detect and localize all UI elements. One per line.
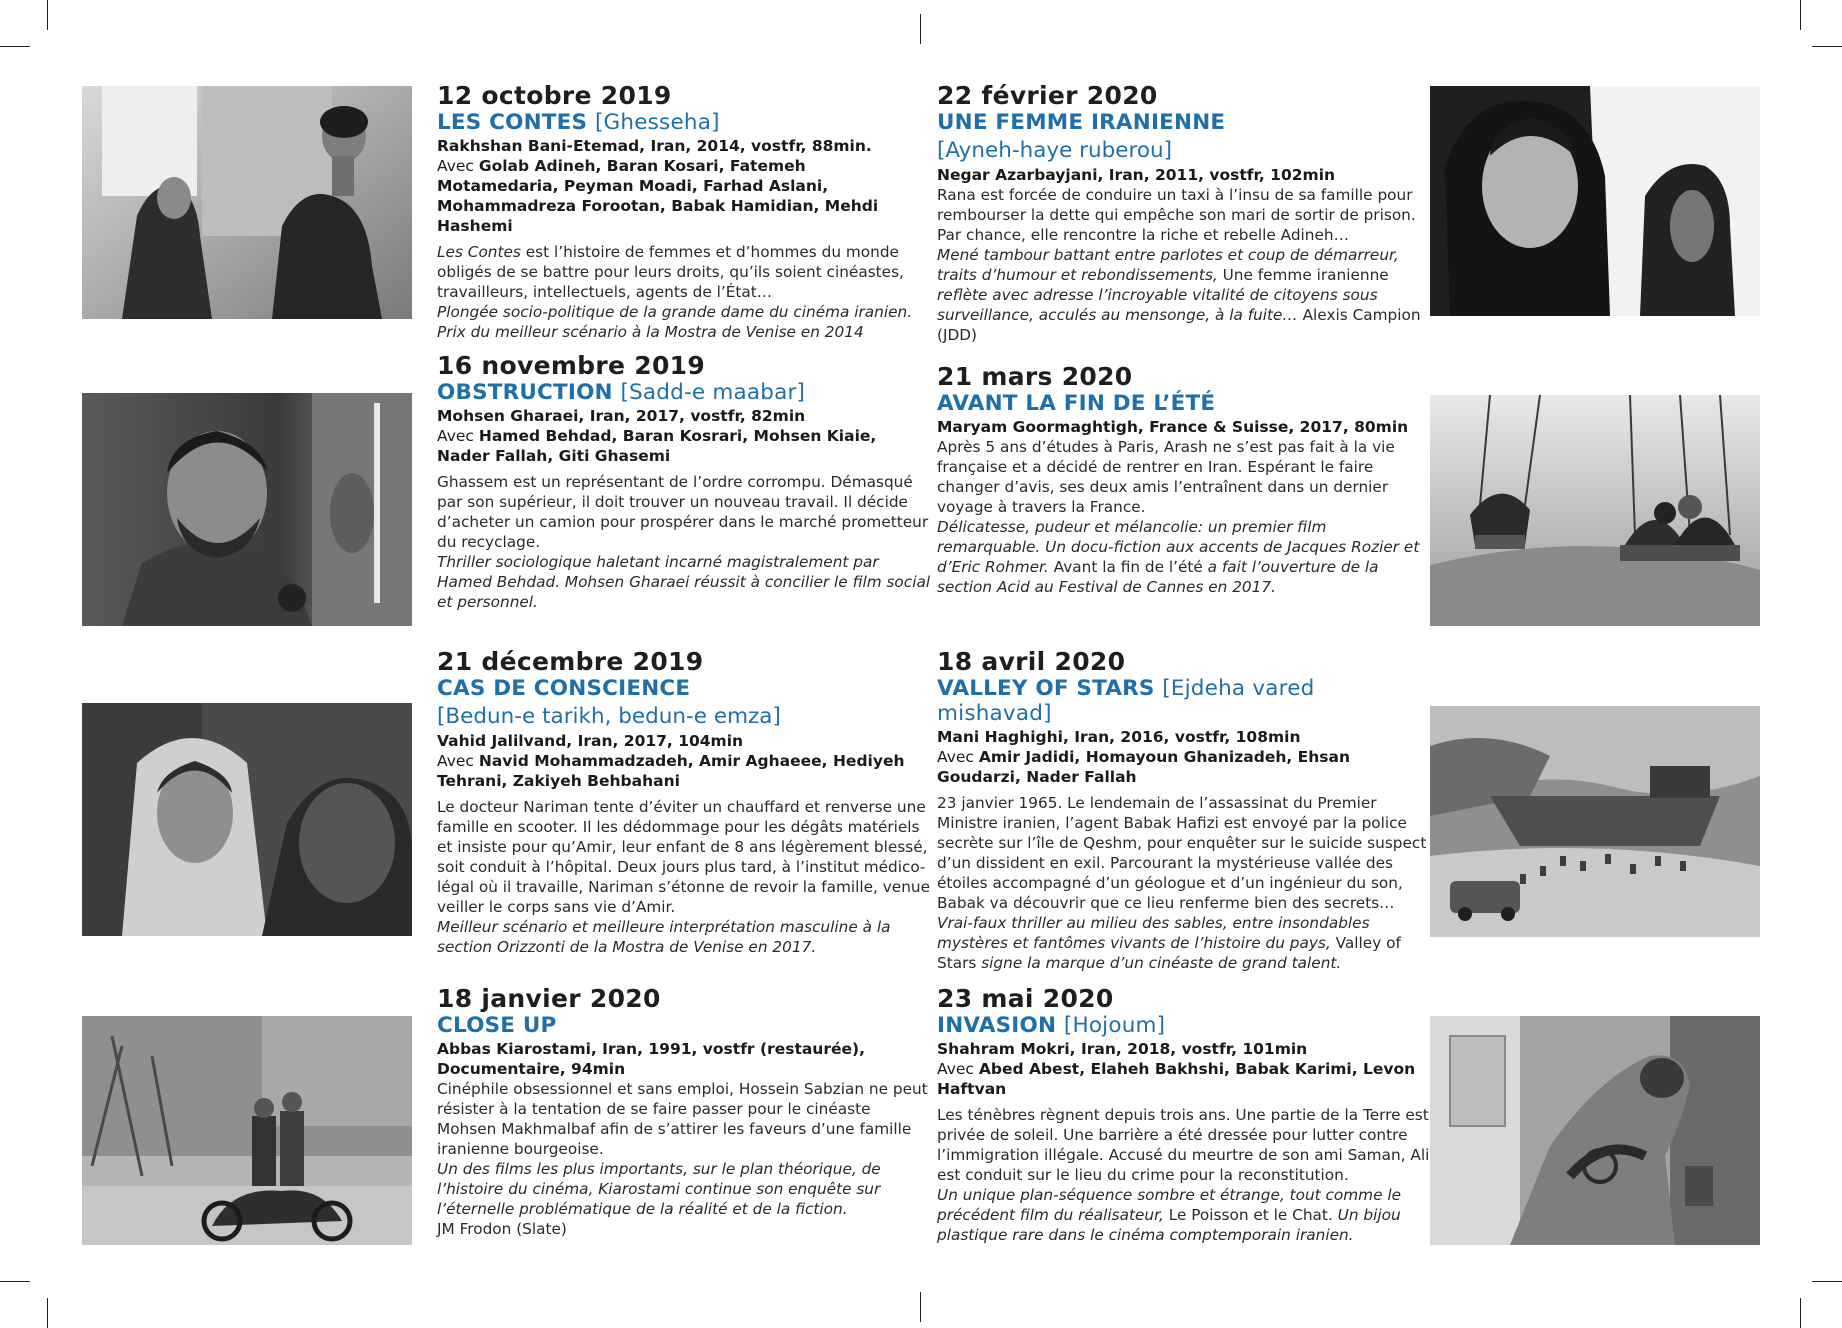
film-credits: Abbas Kiarostami, Iran, 1991, vostfr (restaurée), Documentaire, 94min xyxy=(437,1040,865,1078)
crop-mark xyxy=(1800,1298,1801,1328)
film-entry xyxy=(437,352,932,612)
original-title: [Bedun-e tarikh, bedun-e emza] xyxy=(437,704,781,729)
film-entry xyxy=(937,648,1432,973)
film-still-valley-of-stars xyxy=(1430,706,1760,937)
film-title: AVANT LA FIN DE L’ÉTÉ xyxy=(937,391,1216,416)
critique-text: a fait l’ouverture de la section Acid au Festival de Cannes en 2017. xyxy=(937,558,1379,596)
cast-names: Hamed Behdad, Baran Kosrari, Mohsen Kiaie, Nader Fallah, Giti Ghasemi xyxy=(437,427,877,465)
film-critique: Plongée socio-politique de la grande dame du cinéma iranien. Prix du meilleur scénario à la Mostra de Venise en 2014 xyxy=(437,303,913,341)
critique-source: JM Frodon (Slate) xyxy=(437,1220,567,1238)
film-synopsis xyxy=(437,242,932,302)
cast-names: Amir Jadidi, Homayoun Ghanizadeh, Ehsan Goudarzi, Nader Fallah xyxy=(937,748,1350,786)
film-credits: Mani Haghighi, Iran, 2016, vostfr, 108min xyxy=(937,728,1301,746)
cast-names: Abed Abest, Elaheh Bakhshi, Babak Karimi, Levon Haftvan xyxy=(937,1060,1416,1098)
film-synopsis: Rana est forcée de conduire un taxi à l’insu de sa famille pour rembourser la dette qui empêche son mari de sortir de prison. Par chance, elle rencontre la riche et rebelle Adineh… xyxy=(937,186,1416,244)
film-still-avant-la-fin-de-l-ete xyxy=(1430,395,1760,626)
film-critique xyxy=(937,913,1432,973)
film-still-cas-de-conscience xyxy=(82,703,412,936)
film-still-une-femme-iranienne xyxy=(1430,86,1760,316)
film-still-les-contes xyxy=(82,86,412,319)
cast-prefix: Avec xyxy=(437,157,474,175)
film-title: CAS DE CONSCIENCE xyxy=(437,676,691,701)
film-critique: Thriller sociologique haletant incarné magistralement par Hamed Behdad. Mohsen Gharaei réussit à concilier le film social et personnel. xyxy=(437,553,931,611)
crop-mark xyxy=(47,0,48,30)
film-credits: Vahid Jalilvand, Iran, 2017, 104min xyxy=(437,732,744,750)
screening-date: 21 décembre 2019 xyxy=(437,647,704,676)
film-title-text: LES CONTES xyxy=(437,110,588,135)
screening-date: 12 octobre 2019 xyxy=(437,81,672,110)
film-cast xyxy=(937,1059,1432,1099)
original-title: [Ejdeha vared mishavad] xyxy=(937,676,1315,726)
crop-mark xyxy=(920,1292,921,1322)
critique-film-title: Le Poisson et le Chat. xyxy=(1163,1206,1338,1224)
critique-film-title: Une femme iranienne xyxy=(1217,266,1389,284)
critique-text: reflète avec adresse l’incroyable vitalité de citoyens sous surveillance, acculés au mensonge, à la fuite… xyxy=(937,286,1378,324)
crop-mark xyxy=(1812,46,1842,47)
film-title-text: INVASION xyxy=(937,1013,1057,1038)
screening-date: 22 février 2020 xyxy=(937,81,1158,110)
film-title: CLOSE UP xyxy=(437,1013,557,1038)
crop-mark xyxy=(1800,0,1801,30)
synopsis-text: est l’histoire de femmes et d’hommes du monde obligés de se battre pour leurs droits, qu’ils soient cinéastes, travailleurs, intellectuels, agents de l’État… xyxy=(437,243,904,301)
film-still-obstruction xyxy=(82,393,412,626)
crop-mark xyxy=(1812,1281,1842,1282)
cast-prefix: Avec xyxy=(437,752,474,770)
original-title: [Hojoum] xyxy=(1063,1013,1166,1038)
film-synopsis: Cinéphile obsessionnel et sans emploi, Hossein Sabzian ne peut résister à la tentation de se faire passer pour le cinéaste Mohsen Makhmalbaf afin de s’attirer les faveurs d’une famille iranienne bourgeoise. xyxy=(437,1080,928,1158)
film-title-text: VALLEY OF STARS xyxy=(937,676,1155,701)
film-entry xyxy=(437,82,932,342)
film-credits: Shahram Mokri, Iran, 2018, vostfr, 101min xyxy=(937,1040,1308,1058)
film-critique xyxy=(937,1185,1432,1245)
film-credits: Negar Azarbayjani, Iran, 2011, vostfr, 102min xyxy=(937,166,1336,184)
film-credits: Rakhshan Bani-Etemad, Iran, 2014, vostfr, 88min. xyxy=(437,137,872,155)
cast-prefix: Avec xyxy=(937,748,974,766)
film-synopsis: Le docteur Nariman tente d’éviter un chauffard et renverse une famille en scooter. Il les dédommage pour les dégâts matériels et insiste pour qu’Amir, leur enfant de 8 ans légèrement blessé, soit conduit à l’hôpital. Deux jours plus tard, à l’institut médico-légal où il travaille, Nariman s’étonne de revoir la famille, venue veiller le corps sans vie d’Amir. xyxy=(437,798,931,916)
film-title xyxy=(937,1013,1432,1038)
cast-names: Navid Mohammadzadeh, Amir Aghaeee, Hediyeh Tehrani, Zakiyeh Behbahani xyxy=(437,752,905,790)
crop-mark xyxy=(920,14,921,44)
film-title xyxy=(437,110,932,135)
film-entry xyxy=(937,82,1432,345)
critique-text: Vrai-faux thriller au milieu des sables, entre insondables mystères et fantômes vivants de l’histoire du pays, xyxy=(937,914,1370,952)
film-entry xyxy=(437,648,932,957)
screening-date: 23 mai 2020 xyxy=(937,984,1114,1013)
film-synopsis: Après 5 ans d’études à Paris, Arash ne s’est pas fait à la vie française et a décidé de rentrer en Iran. Espérant le faire changer d’avis, ses deux amis l’entraînent dans un dernier voyage à travers la France. xyxy=(937,438,1395,516)
film-critique xyxy=(937,245,1432,345)
original-title: [Sadd-e maabar] xyxy=(620,380,806,405)
critique-text: Délicatesse, pudeur et mélancolie: un premier film remarquable. Un docu-fiction aux accents de Jacques Rozier et d’Eric Rohmer. xyxy=(937,518,1420,576)
film-title: UNE FEMME IRANIENNE xyxy=(937,110,1226,135)
original-title: [Ghesseha] xyxy=(594,110,720,135)
film-entry xyxy=(937,363,1432,597)
film-critique: Un des films les plus importants, sur le plan théorique, de l’histoire du cinéma, Kiarostami continue son enquête sur l’éternelle problématique de la réalité et de la fiction. xyxy=(437,1160,881,1218)
film-cast xyxy=(437,426,932,466)
screening-date: 16 novembre 2019 xyxy=(437,351,706,380)
film-synopsis: Les ténèbres règnent depuis trois ans. Une partie de la Terre est privée de soleil. Une barrière a été dressée pour lutter contre l’immigration illégale. Accusé du meurtre de son ami Saman, Ali est conduit sur le lieu du crime pour la reconstitution. xyxy=(937,1106,1430,1184)
critique-text: signe la marque d’un cinéaste de grand talent. xyxy=(981,954,1342,972)
film-title-text: OBSTRUCTION xyxy=(437,380,613,405)
critique-text: Mené tambour battant entre parlotes et coup de démarreur, traits d’humour et rebondissements, xyxy=(937,246,1399,284)
film-credits: Mohsen Gharaei, Iran, 2017, vostfr, 82min xyxy=(437,407,806,425)
film-title xyxy=(937,676,1432,726)
critique-source: Alexis Campion (JDD) xyxy=(937,306,1421,344)
critique-text: Un unique plan-séquence sombre et étrange, tout comme le précédent film du réalisateur, xyxy=(937,1186,1402,1224)
cast-names: Golab Adineh, Baran Kosari, Fatemeh Motamedaria, Peyman Moadi, Farhad Aslani, Mohammadreza Forootan, Babak Hamidian, Mehdi Hashemi xyxy=(437,157,879,235)
cast-prefix: Avec xyxy=(437,427,474,445)
film-entry xyxy=(437,985,932,1239)
synopsis-title: Les Contes xyxy=(437,243,521,261)
film-cast xyxy=(437,751,932,791)
film-synopsis: 23 janvier 1965. Le lendemain de l’assassinat du Premier Ministre iranien, l’agent Babak Hafizi est envoyé par la police secrète sur l’île de Qeshm, pour enquêter sur le suicide suspect d’un dissident en exil. Parcourant la mystérieuse vallée des étoiles accompagné d’un géologue et d’un ingénieur du son, Babak va découvrir que ce lieu renferme bien des secrets… xyxy=(937,794,1427,912)
film-cast xyxy=(937,747,1432,787)
film-still-close-up xyxy=(82,1016,412,1245)
screening-date: 18 avril 2020 xyxy=(937,647,1126,676)
crop-mark xyxy=(47,1298,48,1328)
cast-prefix: Avec xyxy=(937,1060,974,1078)
critique-text: Un bijou plastique rare dans le cinéma comptemporain iranien. xyxy=(937,1206,1401,1244)
crop-mark xyxy=(0,46,30,47)
crop-mark xyxy=(0,1281,30,1282)
original-title: [Ayneh-haye ruberou] xyxy=(937,138,1173,163)
film-critique: Meilleur scénario et meilleure interprétation masculine à la section Orizzonti de la Mostra de Venise en 2017. xyxy=(437,918,891,956)
screening-date: 18 janvier 2020 xyxy=(437,984,661,1013)
film-critique xyxy=(937,517,1432,597)
film-still-invasion xyxy=(1430,1016,1760,1245)
critique-film-title: Valley of Stars xyxy=(937,934,1401,972)
film-entry xyxy=(937,985,1432,1245)
critique-film-title: Avant la fin de l’été xyxy=(1048,558,1208,576)
screening-date: 21 mars 2020 xyxy=(937,362,1133,391)
film-synopsis: Ghassem est un représentant de l’ordre corrompu. Démasqué par son supérieur, il doit trouver un nouveau travail. Il décide d’acheter un camion pour prospérer dans le marché prometteur du recyclage. xyxy=(437,473,929,551)
film-title xyxy=(437,380,932,405)
film-credits: Maryam Goormaghtigh, France & Suisse, 2017, 80min xyxy=(937,418,1409,436)
film-cast xyxy=(437,156,932,236)
